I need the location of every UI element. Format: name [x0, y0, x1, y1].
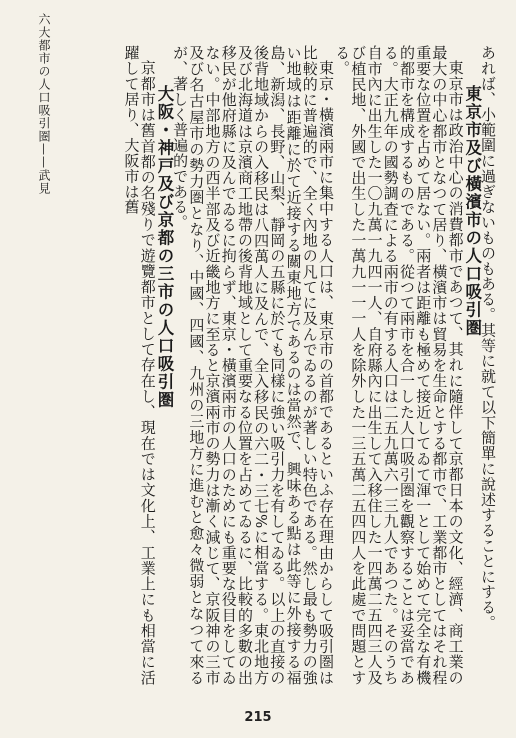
running-head: 六大都市の人口吸引圏——武見 — [37, 13, 51, 195]
section-heading-tokyo-yokohama: 東京市及び橫濱市の人口吸引圏 — [462, 85, 482, 337]
main-text — [28, 45, 496, 685]
paragraph-kyoto-osaka: 京都市は舊首都の名殘りで遊覽都市として存在し、現在では文化上、工業上にも相當に活躍して居り、大阪市は舊 — [122, 45, 157, 685]
paragraph-tokyo-yokohama-attraction: 東京・橫濱兩市に集中する人口は、東京市の首都であるといふ存在理由からして吸引圏は比較的に普遍的で、全く內地の凡てに及んでゐるのが著しい特色である。然し最も勢力の強い地域は距離に於て近接する關東地方であるのは當然で、興味ある點は此等に外接する福島、新潟、長野、山梨、靜岡の五縣に於ても同樣に強い吸引力を有してゐる。以上の直接の後背地域からの入移民は八四萬人に及んで、全入移民の六二・三七%に相當する。東北地方及び北海道は京濱商工地帶の後背地域として重要なる位置を占めてゐるに、比較的多數の出移民が他府縣に及んでゐるに拘らず、東京・橫濱兩市の人口のためにも重要な役目をしてゐない。中部地方の西半部及び近畿地方に至ると京濱兩市の勢力は漸く減じて、京阪神の三市及び名古屋市の勢力圏となり、中國、四國、九州の三地方に進むと愈々微弱となつて來るが、著しく普遍的である。 — [171, 45, 335, 685]
paragraph-intro-continuation: あれば、小範圍に過ぎないものもある。其等に就て以下簡單に說述することにする。 — [479, 45, 497, 631]
paragraph-tokyo-yokohama-overview: 東京市は政治中心の消費都市であつて、其れに隨伴して京都日本の文化、經濟、商工業の最大の中心都市となつて居り、橫濱市は貿易を生命とする都市で、工業都市としてはそれ程重要な位置を占めて居ない。兩者は距離も極めて接近してゐて渾一として始めて完全な有機的都市を構成するものである。從つて兩市を合一した人口吸引圏を觀察することは妥當である。大正九年の國勢調査による兩市の有する人口は二五九萬六一三九人であつた。そのうち自市內に出生した一〇九萬一九四一人、自府縣內に出生して入移住した一四萬二五四三人及び植民地、外國で出生した一萬九一一一人を除外した一三五萬二五四四人を此處で問題とする。 — [333, 45, 465, 685]
page-number: 215 — [244, 710, 272, 725]
section-heading-osaka-kobe-kyoto: 大阪・神戸及び京都の三市の人口吸引圏 — [154, 85, 174, 409]
